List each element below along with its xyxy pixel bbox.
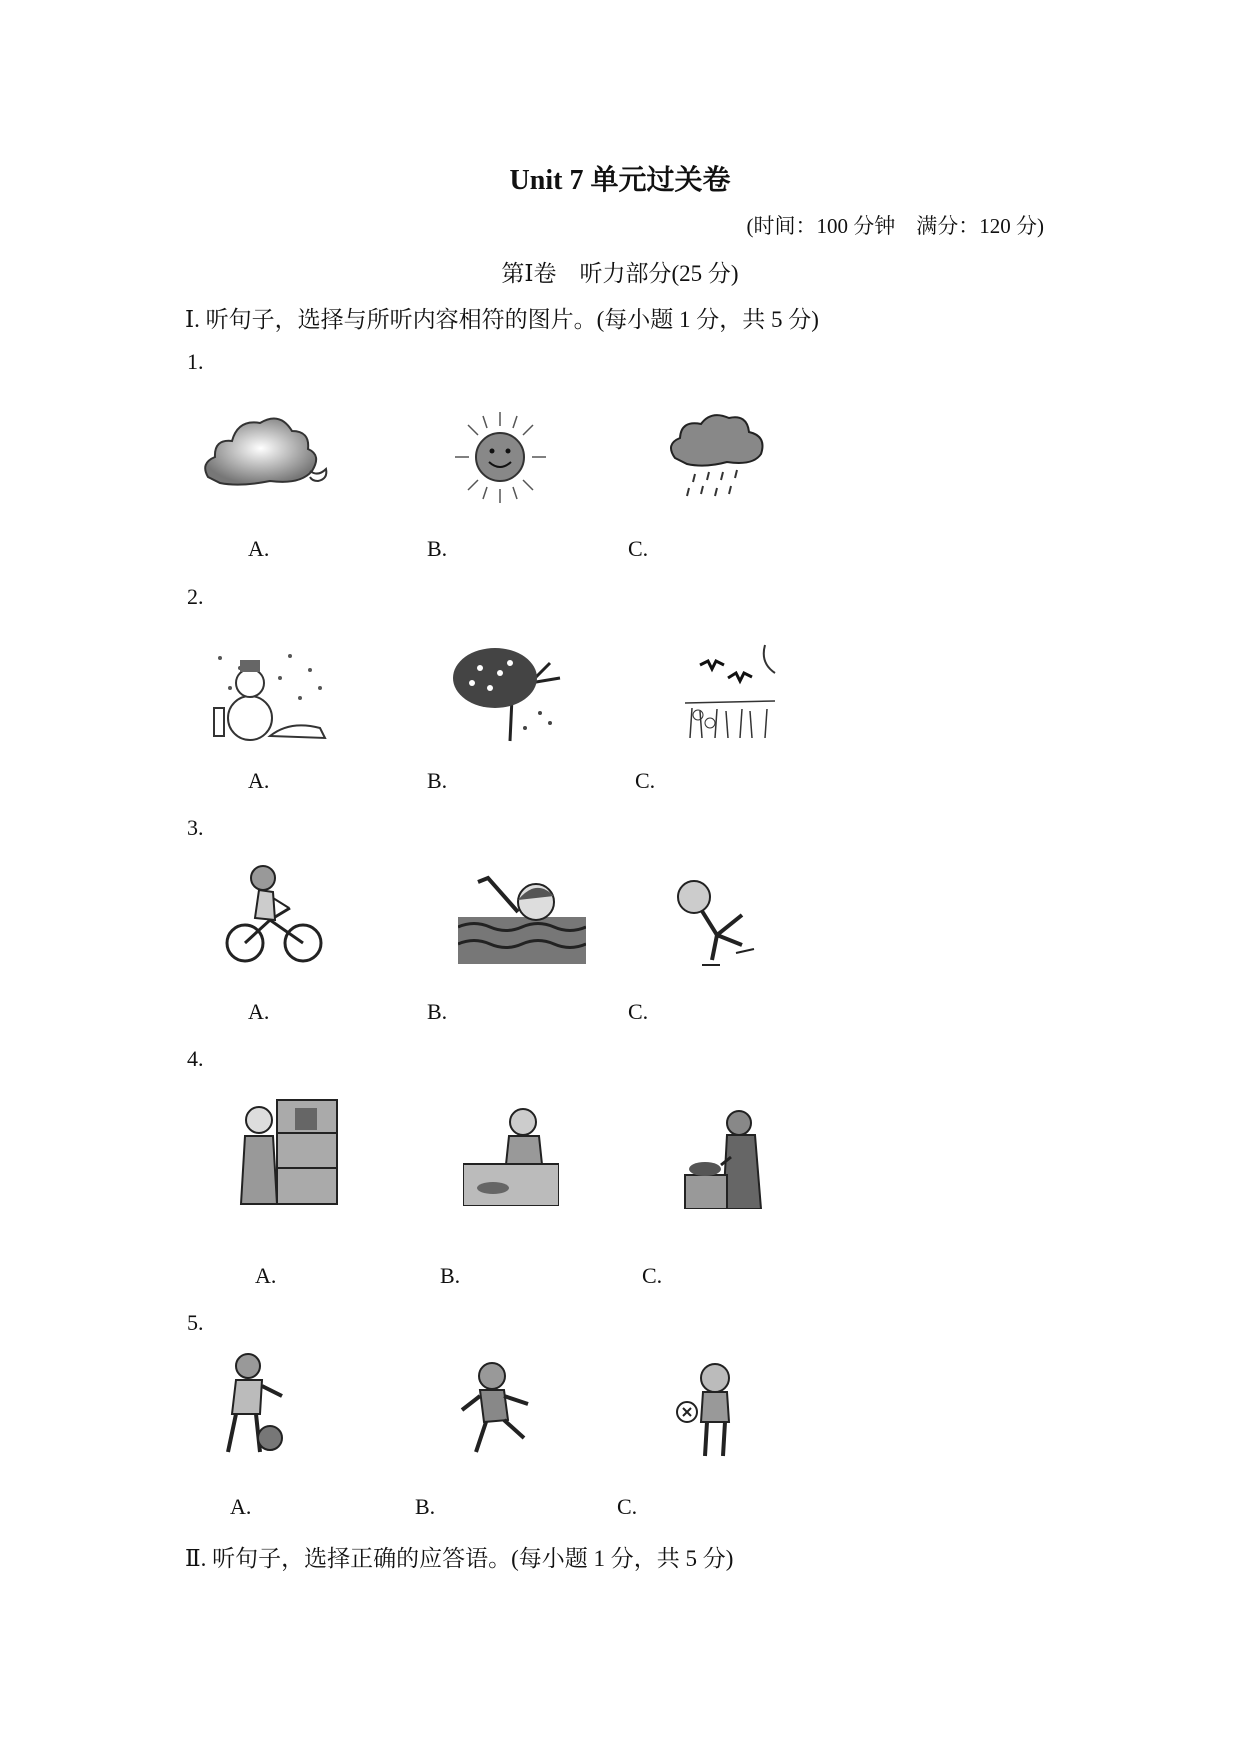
sun-icon bbox=[453, 410, 548, 505]
option-label: A. bbox=[248, 768, 270, 793]
option-label: C. bbox=[635, 768, 656, 793]
boy-swimming-icon bbox=[458, 872, 586, 964]
part1-heading: Ⅰ. 听句子，选择与所听内容相符的图片。(每小题 1 分，共 5 分) bbox=[185, 307, 819, 332]
question-number: 4. bbox=[187, 1046, 204, 1071]
boy-playing-basketball-icon bbox=[220, 1352, 302, 1462]
option-label: B. bbox=[427, 768, 448, 793]
woman-cooking-icon bbox=[683, 1107, 763, 1209]
option-label: C. bbox=[617, 1494, 638, 1519]
option-label: A. bbox=[255, 1263, 277, 1288]
woman-washing-dishes-icon bbox=[463, 1104, 559, 1206]
boy-running-icon bbox=[458, 1360, 538, 1460]
option-label: B. bbox=[427, 536, 448, 561]
rain-cloud-icon bbox=[665, 408, 770, 503]
woman-cleaning-shelf-icon bbox=[237, 1098, 339, 1206]
section-heading: 第Ⅰ卷 听力部分(25 分) bbox=[501, 261, 739, 286]
option-label: A. bbox=[248, 536, 270, 561]
option-label: C. bbox=[628, 999, 649, 1024]
question-number: 2. bbox=[187, 584, 204, 609]
part2-heading: Ⅱ. 听句子，选择正确的应答语。(每小题 1 分，共 5 分) bbox=[185, 1546, 734, 1571]
option-label: A. bbox=[248, 999, 270, 1024]
snowman-icon bbox=[210, 648, 330, 743]
cloud-icon bbox=[200, 405, 330, 495]
option-label: C. bbox=[642, 1263, 663, 1288]
option-label: B. bbox=[427, 999, 448, 1024]
boy-playing-football-icon bbox=[675, 1360, 747, 1458]
page-title: Unit 7 单元过关卷 bbox=[509, 165, 731, 196]
option-label: A. bbox=[230, 1494, 252, 1519]
autumn-tree-icon bbox=[450, 643, 580, 743]
option-label: B. bbox=[415, 1494, 436, 1519]
boy-skating-icon bbox=[672, 875, 762, 970]
question-number: 3. bbox=[187, 815, 204, 840]
exam-meta: (时间：100 分钟 满分：120 分) bbox=[746, 214, 1044, 238]
spring-swallows-icon bbox=[680, 643, 780, 743]
option-label: B. bbox=[440, 1263, 461, 1288]
question-number: 1. bbox=[187, 349, 204, 374]
option-label: C. bbox=[628, 536, 649, 561]
question-number: 5. bbox=[187, 1310, 204, 1335]
girl-riding-bike-icon bbox=[225, 858, 325, 968]
